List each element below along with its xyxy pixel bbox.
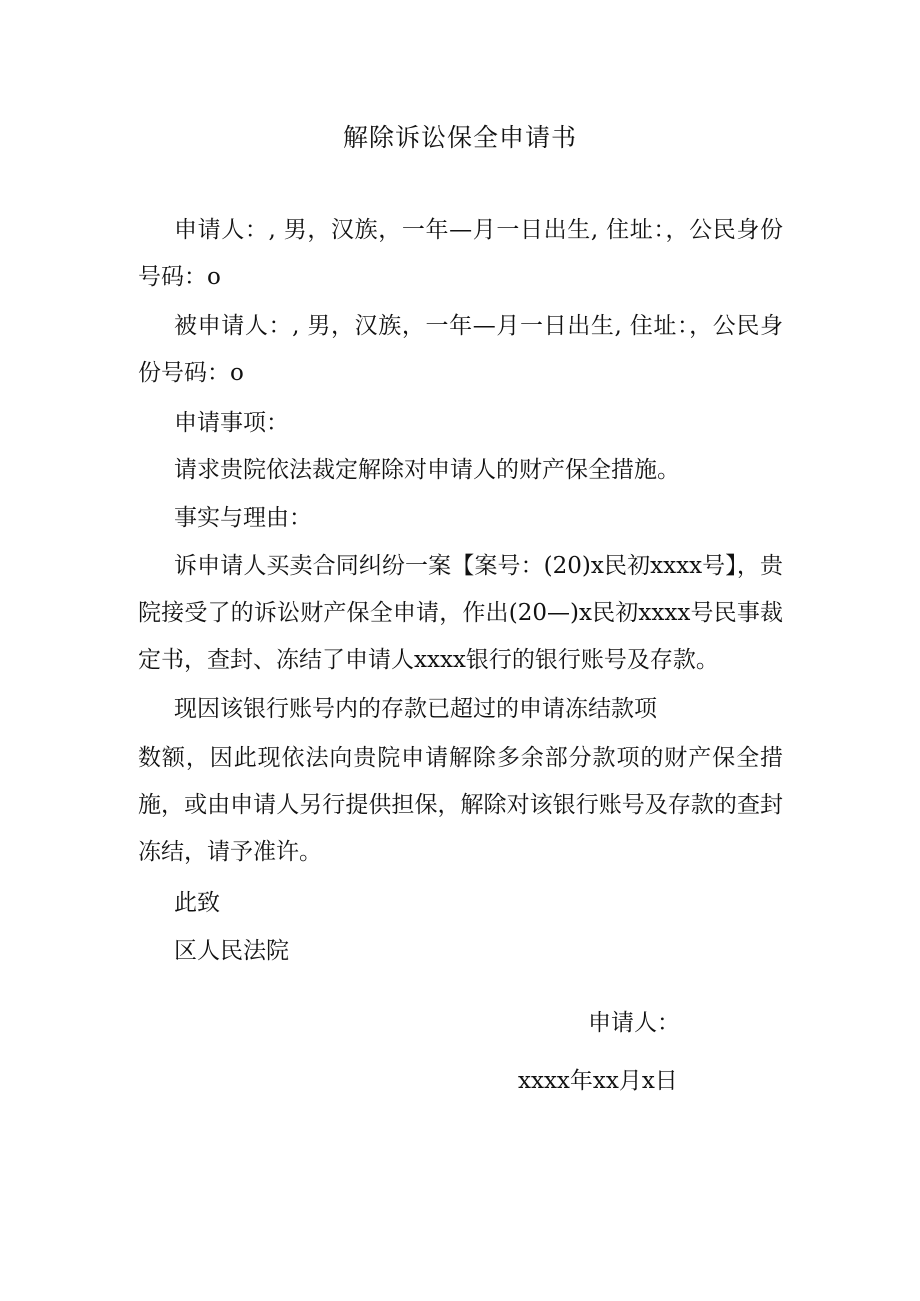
respondent-paragraph: 被申请人：, 男，汉族，一年—月一日出生, 住址：，公民身份号码：o: [138, 313, 783, 386]
facts-paragraph-2-rest: 数额，因此现依法向贵院申请解除多余部分款项的财产保全措施，或由申请人另行提供担保，解除对该银行账号及存款的查封冻结，请予准许。: [138, 745, 783, 865]
signature-label: 申请人：: [588, 1010, 680, 1036]
facts-paragraph-1: 诉申请人买卖合同纠纷一案【案号：(20)x民初xxxx号】，贵院接受了的诉讼财产保全申请，作出(20—)x民初xxxx号民事裁定书，查封、冻结了申请人xxxx银行的银行账号及存款。: [138, 553, 783, 673]
matters-text: 请求贵院依法裁定解除对申请人的财产保全措施。: [174, 457, 680, 483]
matters-heading: 申请事项：: [174, 410, 289, 436]
closing-text: 此致: [174, 890, 220, 916]
facts-paragraph-2-first-line: 现因该银行账号内的存款已超过的申请冻结款项: [174, 696, 657, 722]
facts-heading: 事实与理由：: [174, 505, 312, 531]
court-name: 区人民法院: [174, 938, 289, 964]
signature-date: xxxx年xx月x日: [518, 1068, 678, 1094]
document-title: 解除诉讼保全申请书: [342, 123, 577, 152]
applicant-paragraph: 申请人：, 男，汉族，一年—月一日出生, 住址：，公民身份号码：o: [138, 217, 783, 290]
